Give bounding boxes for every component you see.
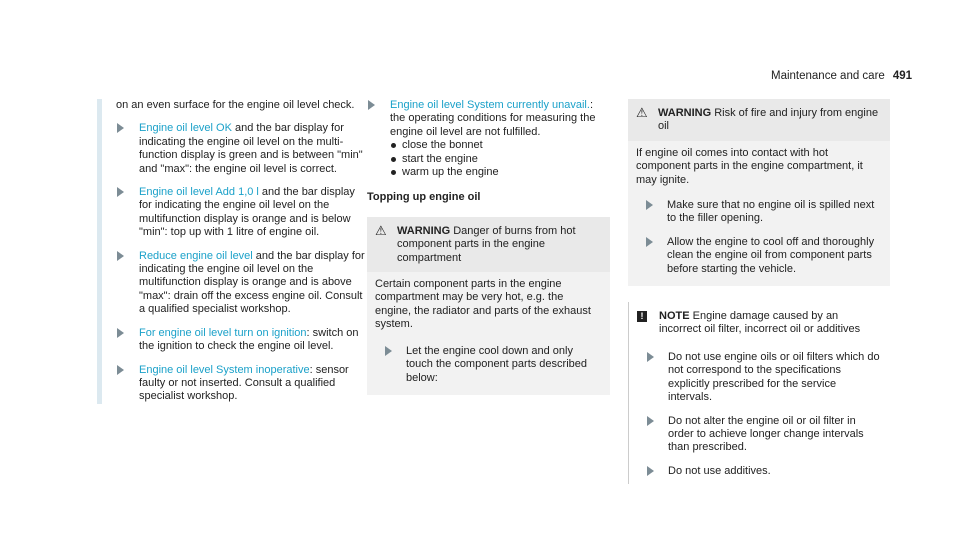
list-item <box>116 186 370 240</box>
column-2 <box>367 99 610 395</box>
warning-label: WARNING <box>658 107 712 119</box>
arrow-icon <box>117 365 124 375</box>
arrow-icon <box>647 416 654 426</box>
note-step <box>637 415 882 455</box>
arrow-icon <box>117 187 124 197</box>
list-item <box>116 250 370 317</box>
note-label: NOTE <box>659 310 690 323</box>
arrow-icon <box>647 466 654 476</box>
step-text: Do not alter the engine oil or oil filter in order to achieve longer change intervals than prescribed. <box>668 414 864 454</box>
warning-title: Risk of fire and injury from engine oil <box>658 107 879 133</box>
item-text: : the operating conditions for measuring the engine oil level are not fulfilled. <box>390 99 596 138</box>
column-1 <box>97 99 370 404</box>
exclamation-icon: ! <box>637 311 647 322</box>
warning-box <box>367 217 610 395</box>
warning-text: Certain component parts in the engine compartment may be very hot, e.g. the engine, the radiator and parts of the exhaust system. <box>375 278 591 331</box>
arrow-icon <box>647 352 654 362</box>
display-message: For engine oil level turn on ignition <box>139 326 307 339</box>
display-message: Reduce engine oil level <box>139 249 253 262</box>
note-step <box>637 465 882 478</box>
column-3 <box>628 99 890 484</box>
display-message: Engine oil level System inoperative <box>139 363 310 376</box>
note-title: Engine damage caused by an incorrect oil filter, incorrect oil or additives <box>659 310 861 336</box>
step-text: Do not use additives. <box>668 464 771 477</box>
item-text: : switch on the ignition to check the engine oil level. <box>139 326 359 353</box>
item-text: : sensor faulty or not inserted. Consult a qualified specialist workshop. <box>139 363 349 403</box>
arrow-icon <box>646 237 653 247</box>
arrow-icon <box>117 123 124 133</box>
item-text: and the bar display for indicating the engine oil level on the multifunction display is orange and is below "min": top up with 1 litre of engine oil. <box>139 186 355 239</box>
bullet-text: warm up the engine <box>402 166 499 179</box>
warning-title: Danger of burns from hot component parts in the engine compartment <box>397 224 576 264</box>
warning-step <box>636 199 882 226</box>
warning-box <box>628 99 890 286</box>
warning-triangle-icon: ⚠ <box>375 222 387 238</box>
note-header <box>629 302 890 343</box>
warning-label: WARNING <box>397 224 451 237</box>
warning-body <box>367 272 610 395</box>
step-text: Make sure that no engine oil is spilled next to the filler opening. <box>667 199 875 225</box>
display-message: Engine oil level System currently unavail. <box>390 99 590 111</box>
warning-header <box>367 217 610 272</box>
display-message: Engine oil level Add 1,0 l <box>139 186 259 199</box>
list-item <box>367 99 610 179</box>
warning-triangle-icon: ⚠ <box>636 105 648 120</box>
bullet-icon <box>391 157 396 162</box>
arrow-icon <box>117 328 124 338</box>
item-text: and the bar display for indicating the engine oil level on the multifunction display is orange and is above "max": drain off the excess engine oil. Consult a qualified specialist workshop. <box>139 249 365 316</box>
bullet-icon <box>391 170 396 175</box>
bullet-icon <box>391 143 396 148</box>
item-text: and the bar display for indicating the engine oil level on the multi-function display is green and is between "min" and "max": the engine oil level is correct. <box>139 122 363 175</box>
intro-text: on an even surface for the engine oil level check. <box>116 99 355 111</box>
bullet-text: close the bonnet <box>402 139 483 152</box>
warning-step <box>636 236 882 276</box>
step-text: Allow the engine to cool off and thoroughly clean the engine oil from component parts before starting the vehicle. <box>667 235 875 275</box>
section-heading: Topping up engine oil <box>367 191 481 204</box>
arrow-icon <box>385 346 392 356</box>
step-text: Do not use engine oils or oil filters which do not correspond to the specifications explicitly prescribed for the service intervals. <box>668 350 880 404</box>
step-text: Let the engine cool down and only touch the component parts described below: <box>406 344 588 384</box>
bullet-item <box>390 153 610 166</box>
note-body <box>629 343 890 484</box>
arrow-icon <box>646 200 653 210</box>
warning-step <box>375 345 602 385</box>
page-number: 491 <box>892 70 912 82</box>
warning-text: If engine oil comes into contact with hot component parts in the engine compartment, it may ignite. <box>636 146 863 186</box>
bullet-item <box>390 166 610 179</box>
note-step <box>637 351 882 405</box>
arrow-icon <box>368 100 375 110</box>
warning-body <box>628 141 890 286</box>
list-item <box>116 327 370 354</box>
note-box <box>628 302 890 484</box>
bullet-item <box>390 139 610 152</box>
bullet-text: start the engine <box>402 152 478 165</box>
arrow-icon <box>117 251 124 261</box>
display-message: Engine oil level OK <box>139 122 232 135</box>
warning-header <box>628 99 890 141</box>
section-title: Maintenance and care <box>771 70 885 82</box>
list-item <box>116 122 370 176</box>
list-item <box>116 364 370 404</box>
page-header <box>771 70 912 83</box>
